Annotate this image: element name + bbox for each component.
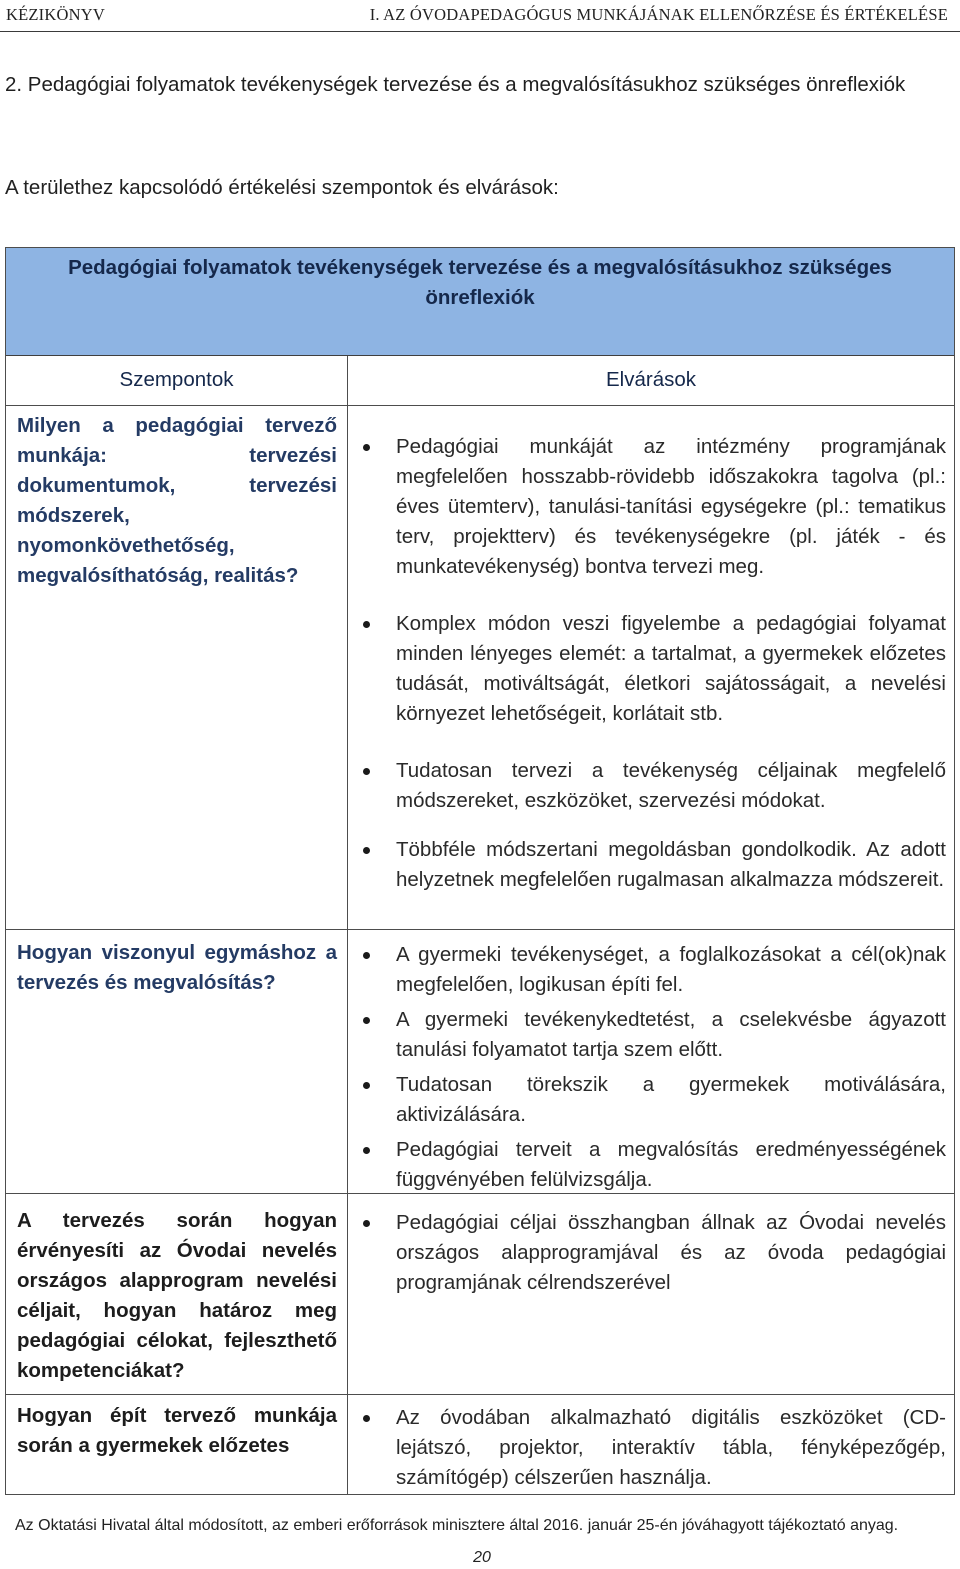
- footer-note: Az Oktatási Hivatal által módosított, az emberi erőforrások minisztere által 2016. január 25-én jóváhagyott tájékoztató anyag.: [15, 1517, 899, 1534]
- bullet-icon: [363, 1082, 370, 1089]
- page-number: 20: [473, 1549, 491, 1566]
- list-item: A gyermeki tevékenységet, a foglalkozásokat a cél(ok)nak megfelelően, logikusan építi fel.: [354, 940, 946, 1000]
- criterion-1: Milyen a pedagógiai tervező munkája: tervezési dokumentumok, tervezési módszerek, nyomonkövethetőség, megvalósíthatóság, realitás?: [17, 414, 337, 587]
- bullet-icon: [363, 768, 370, 775]
- bullet-icon: [363, 621, 370, 628]
- column-divider: [347, 356, 348, 1494]
- list-item: Pedagógiai munkáját az intézmény programjának megfelelően hosszabb-rövidebb időszakokra tagolva (pl.: éves ütemterv), tanulási-tanítási egységekre (pl.: tematikus terv, projektterv) és tevékenységekre (pl. játék - és munkatevékenység) bontva tervezi meg.: [354, 432, 946, 582]
- list-item: Az óvodában alkalmazható digitális eszközöket (CD-lejátszó, projektor, interaktív tábla, fényképezőgép, számítógép) célszerűen használja.: [354, 1403, 946, 1493]
- expectations-list-1: [354, 432, 946, 895]
- expectations-list-3: [354, 1208, 946, 1298]
- criterion-3: A tervezés során hogyan érvényesíti az Óvodai nevelés országos alapprogram nevelési céljait, hogyan határoz meg pedagógiai célokat, fejleszthető kompetenciákat?: [17, 1209, 337, 1382]
- list-item: Tudatosan tervezi a tevékenység céljainak megfelelő módszereket, eszközöket, szervezési módokat.: [354, 756, 946, 816]
- header-left: KÉZIKÖNYV: [6, 5, 105, 24]
- col-header-expectations: Elvárások: [605, 368, 696, 391]
- bullet-icon: [363, 847, 370, 854]
- list-item: Pedagógiai céljai összhangban állnak az Óvodai nevelés országos alapprogramjával és az óvoda pedagógiai programjának célrendszerével: [354, 1208, 946, 1298]
- expectations-list-2: [354, 940, 946, 1195]
- table-title: Pedagógiai folyamatok tevékenységek tervezése és a megvalósításukhoz szükséges önreflexiók: [6, 248, 954, 356]
- row-divider: [6, 1193, 954, 1194]
- criterion-4: Hogyan épít tervező munkája során a gyermekek előzetes: [17, 1404, 337, 1457]
- running-header: [0, 0, 960, 30]
- list-item: A gyermeki tevékenykedtetést, a cselekvésbe ágyazott tanulási folyamatot tartja szem előtt.: [354, 1005, 946, 1065]
- bullet-icon: [363, 1220, 370, 1227]
- bullet-icon: [363, 952, 370, 959]
- row-divider: [6, 1394, 954, 1395]
- expectations-list-4: [354, 1403, 946, 1493]
- criterion-2: Hogyan viszonyul egymáshoz a tervezés és megvalósítás?: [17, 941, 337, 994]
- bullet-icon: [363, 1415, 370, 1422]
- header-right: I. AZ ÓVODAPEDAGÓGUS MUNKÁJÁNAK ELLENŐRZÉSE ÉS ÉRTÉKELÉSE: [369, 5, 948, 24]
- list-item: Többféle módszertani megoldásban gondolkodik. Az adott helyzetnek megfelelően rugalmasan alkalmazza módszereit.: [354, 835, 946, 895]
- intro-text: A területhez kapcsolódó értékelési szempontok és elvárások:: [5, 176, 559, 199]
- col-header-criteria: Szempontok: [119, 368, 234, 391]
- row-divider: [6, 929, 954, 930]
- list-item: Tudatosan törekszik a gyermekek motiválására, aktivizálására.: [354, 1070, 946, 1130]
- section-title: 2. Pedagógiai folyamatok tevékenységek tervezése és a megvalósításukhoz szükséges önreflexiók: [5, 73, 906, 96]
- bullet-icon: [363, 1017, 370, 1024]
- list-item: Pedagógiai terveit a megvalósítás eredményességének függvényében felülvizsgálja.: [354, 1135, 946, 1195]
- header-rule: [0, 31, 960, 32]
- list-item: Komplex módon veszi figyelembe a pedagógiai folyamat minden lényeges elemét: a tartalmat, a gyermekek előzetes tudását, motiváltságát, életkori sajátosságait, a nevelési környezet lehetőségeit, korlátait stb.: [354, 609, 946, 729]
- bullet-icon: [363, 1147, 370, 1154]
- header-row-divider: [6, 405, 954, 406]
- bullet-icon: [363, 444, 370, 451]
- criteria-table: [5, 247, 955, 1495]
